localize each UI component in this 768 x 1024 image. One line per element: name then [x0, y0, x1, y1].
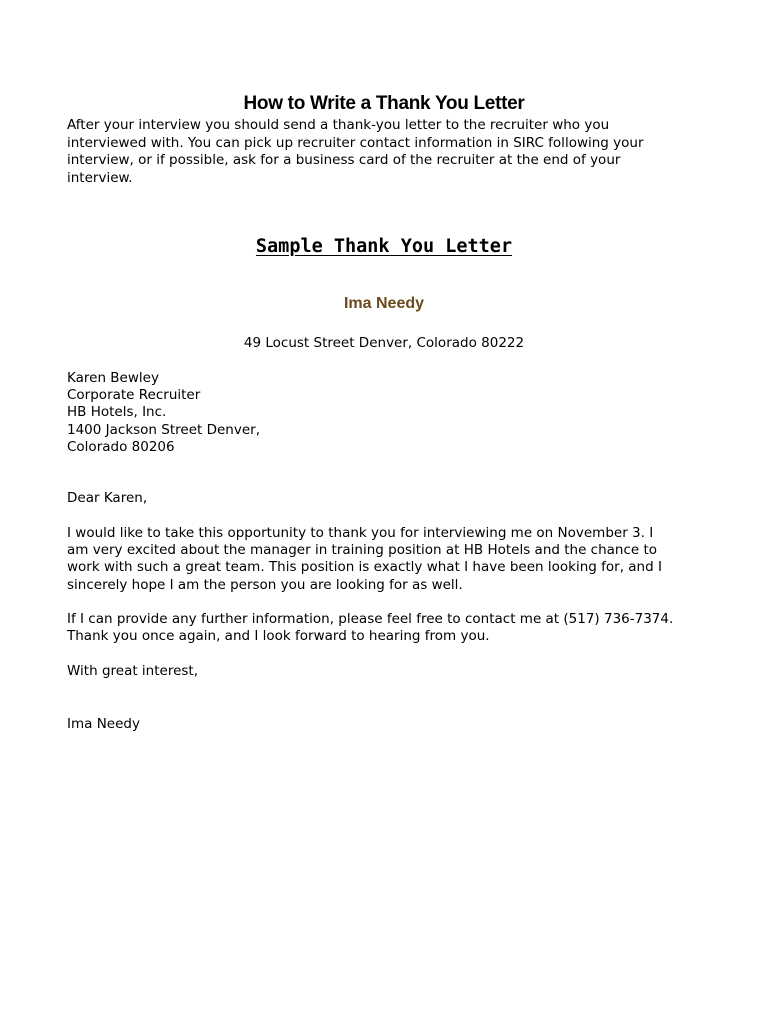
- sender-name: Ima Needy: [343, 295, 425, 312]
- intro-paragraph: After your interview you should send a thank-you letter to the recruiter who you interviewed with. You can pick up recruiter contact information in SIRC following your interview, or if possible, ask for a business card of the recruiter at the end of your interview.: [67, 117, 644, 186]
- letter-closing: With great interest,: [67, 663, 199, 679]
- recipient-company: HB Hotels, Inc.: [67, 404, 167, 421]
- page-title: How to Write a Thank You Letter: [243, 93, 525, 114]
- recipient-name: Karen Bewley: [67, 370, 159, 386]
- letter-paragraph: I would like to take this opportunity to thank you for interviewing me on November 3. I am very excited about the manager in training position at HB Hotels and the chance to work with such a great team. This position is exactly what I have been looking for, and I sincerely hope I am the person you are looking for as well.: [67, 525, 662, 593]
- letter-paragraph: If I can provide any further information, please feel free to contact me at (517) 736-7374. Thank you once again, and I look forward to hearing from you.: [67, 611, 674, 645]
- recipient-address-block: [67, 370, 667, 456]
- sample-letter-heading: Sample Thank You Letter: [255, 236, 513, 257]
- letter-salutation: Dear Karen,: [67, 490, 148, 506]
- recipient-street: 1400 Jackson Street Denver,: [67, 421, 260, 438]
- letter-signature: Ima Needy: [67, 716, 140, 732]
- recipient-title: Corporate Recruiter: [67, 387, 201, 404]
- recipient-city-state-zip: Colorado 80206: [67, 438, 175, 455]
- sender-address: 49 Locust Street Denver, Colorado 80222: [243, 335, 525, 351]
